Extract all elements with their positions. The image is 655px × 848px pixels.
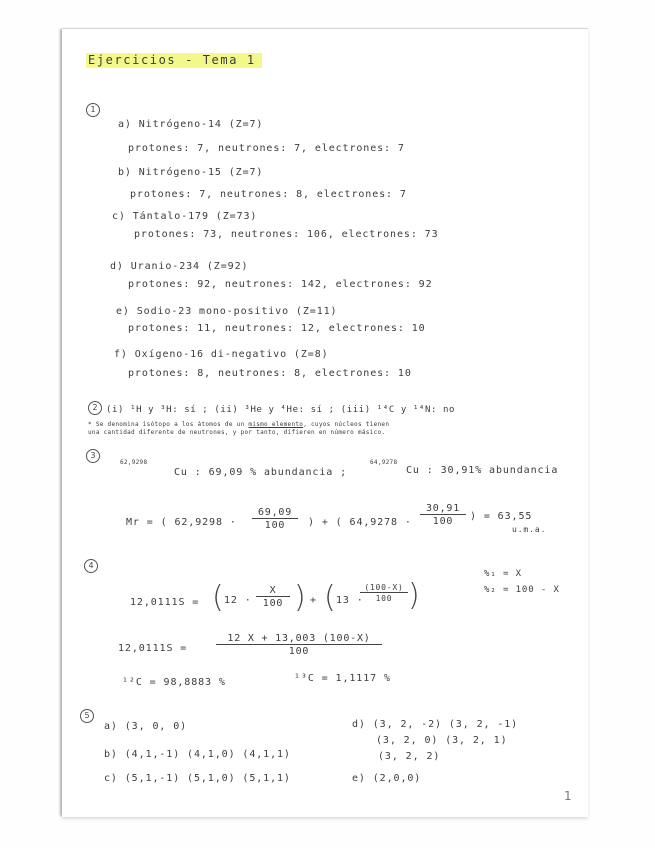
ex4-eq2-lhs: 12,0111S = (118, 643, 188, 654)
exercise-5-number: 5 (80, 709, 94, 723)
ex1-d-heading: d) Uranio-234 (Z=92) (110, 261, 249, 272)
ex3-mr-result: ) = 63,55 (470, 511, 533, 522)
notebook-page (62, 28, 588, 817)
ex1-b-answer: protones: 7, neutrones: 8, electrones: 7 (130, 189, 407, 200)
ex3-mr-middle: ) + ( 64,9278 · (308, 517, 412, 528)
exercise-3-number: 3 (86, 449, 100, 463)
ex3-fraction-1: $\frac{69,09}{100}$ (252, 507, 298, 531)
ex4-eq2-fraction: $\frac{12 X + 13,003 (100-X)}{100}$ (216, 633, 382, 657)
exercise-2-number: 2 (88, 401, 102, 415)
ex3-abundance-1: Cu : 69,09 % abundancia ; (174, 467, 348, 478)
close-paren-1: ) (294, 580, 306, 615)
ex4-eq1-term2: 13 · (336, 595, 364, 606)
ex2-note-line-2: una cantidad diferente de neutrones, y por tanto, difieren en número másico. (88, 429, 386, 436)
ex4-eq1-term1: 12 · (224, 595, 252, 606)
ex5-e: e) (2,0,0) (352, 773, 422, 784)
ex5-d-line-3: (3, 2, 2) (378, 751, 441, 762)
ex3-isotope-mass-1: 62,9298 (120, 459, 148, 466)
ex1-f-answer: protones: 8, neutrones: 8, electrones: 10 (128, 368, 412, 379)
close-paren-2: ) (408, 578, 420, 613)
ex1-c-heading: c) Tántalo-179 (Z=73) (112, 211, 258, 222)
ex4-eq1-fraction-2: $\frac{(100-X)}{100}$ (360, 583, 408, 603)
ex1-d-answer: protones: 92, neutrones: 142, electrones: 92 (128, 279, 433, 290)
ex5-c: c) (5,1,-1) (5,1,0) (5,1,1) (104, 773, 291, 784)
page-title: Ejercicios - Tema 1 (86, 53, 262, 68)
ex1-f-heading: f) Oxígeno-16 di-negativo (Z=8) (114, 349, 329, 360)
ex3-mr-start: Mr = ( 62,9298 · (126, 517, 237, 528)
open-paren-1: ( (212, 580, 224, 615)
ex3-fraction-2: $\frac{30,91}{100}$ (420, 503, 466, 527)
open-paren-2: ( (324, 580, 336, 615)
ex5-b: b) (4,1,-1) (4,1,0) (4,1,1) (104, 749, 291, 760)
ex1-e-heading: e) Sodio-23 mono-positivo (Z=11) (116, 306, 338, 317)
ex2-answer: (i) ¹H y ³H: sí ; (ii) ³He y ⁴He: sí ; (iii) ¹⁴C y ¹⁴N: no (106, 405, 456, 415)
ex1-b-heading: b) Nitrógeno-15 (Z=7) (118, 167, 264, 178)
ex4-eq1-lhs: 12,0111S = (130, 597, 200, 608)
page-number: 1 (564, 789, 572, 803)
exercise-4-number: 4 (84, 559, 98, 573)
exercise-1-number: 1 (86, 103, 100, 117)
ex2-note-line-1: * Se denomina isótopo a los átomos de un mismo elemento, cuyos núcleos tienen (88, 421, 390, 428)
ex3-abundance-2: Cu : 30,91% abundancia (406, 465, 559, 476)
ex4-result-c13: ¹³C = 1,1117 % (294, 673, 391, 684)
ex3-unit: u.m.a. (512, 525, 547, 534)
ex4-definition-2: %₂ = 100 - X (484, 585, 560, 595)
ex4-definition-1: %₁ = X (484, 569, 522, 579)
ex1-a-answer: protones: 7, neutrones: 7, electrones: 7 (128, 143, 405, 154)
ex1-e-answer: protones: 11, neutrones: 12, electrones: 10 (128, 323, 426, 334)
ex5-d-line-2: (3, 2, 0) (3, 2, 1) (376, 735, 508, 746)
ex3-isotope-mass-2: 64,9278 (370, 459, 398, 466)
ex1-a-heading: a) Nitrógeno-14 (Z=7) (118, 119, 264, 130)
ex1-c-answer: protones: 73, neutrones: 106, electrones: 73 (134, 229, 439, 240)
ex4-eq1-plus: + (310, 595, 317, 606)
ex4-eq1-fraction-1: $\frac{X}{100}$ (256, 585, 290, 609)
ex4-result-c12: ¹²C = 98,8883 % (122, 677, 226, 688)
ex5-a: a) (3, 0, 0) (104, 721, 188, 732)
ex5-d-line-1: d) (3, 2, -2) (3, 2, -1) (352, 719, 519, 730)
